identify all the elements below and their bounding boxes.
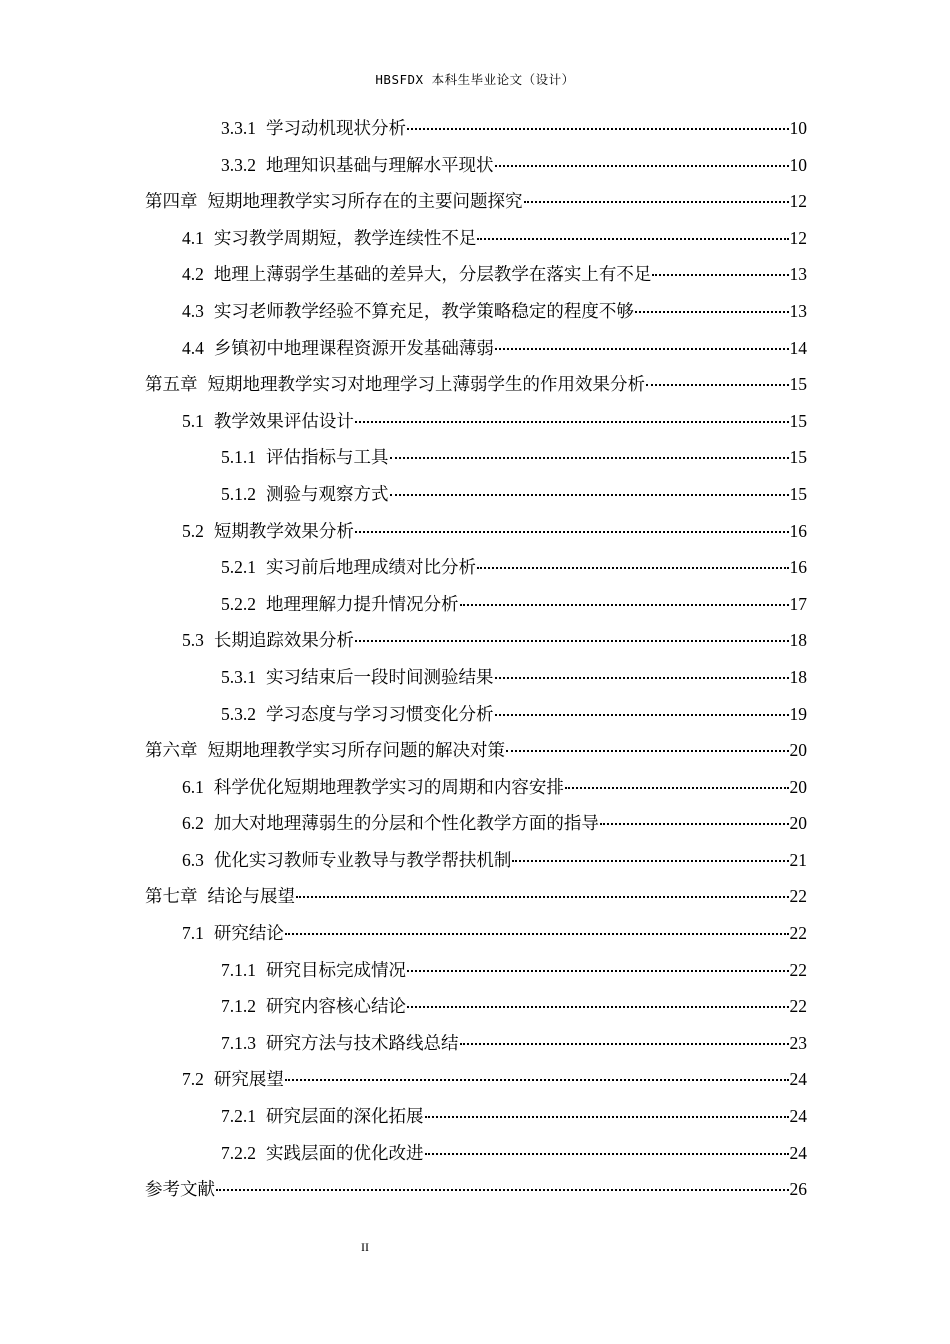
toc-entry-page: 20 (789, 740, 807, 761)
toc-entry-number: 6.3 (182, 849, 204, 870)
toc-entry-page: 23 (789, 1032, 807, 1053)
toc-entry[interactable] (145, 366, 807, 403)
toc-entry-title: 短期地理教学实习所存问题的解决对策 (207, 740, 505, 761)
toc-entry-page: 24 (789, 1106, 807, 1127)
toc-entry[interactable] (145, 1098, 807, 1135)
toc-entry[interactable] (145, 769, 807, 806)
toc-dot-leader (390, 453, 789, 459)
toc-entry-number: 6.1 (182, 776, 204, 797)
toc-dot-leader (355, 636, 789, 642)
toc-entry[interactable] (145, 586, 807, 623)
toc-entry-page: 13 (789, 300, 807, 321)
toc-entry-title: 研究结论 (213, 923, 284, 944)
toc-entry-page: 15 (789, 410, 807, 431)
toc-entry[interactable] (145, 988, 807, 1025)
table-of-contents (145, 110, 807, 1208)
toc-entry-title: 教学效果评估设计 (213, 410, 354, 431)
toc-entry[interactable] (145, 696, 807, 733)
toc-dot-leader (495, 710, 789, 716)
toc-dot-leader (460, 1039, 789, 1045)
toc-entry-title: 研究方法与技术路线总结 (266, 1032, 459, 1053)
toc-entry-number: 3.3.1 (221, 118, 256, 138)
toc-entry-title: 地理知识基础与理解水平现状 (266, 154, 494, 175)
toc-entry[interactable] (145, 732, 807, 769)
toc-entry[interactable] (145, 439, 807, 476)
toc-entry[interactable] (145, 330, 807, 367)
toc-entry-title: 实习结束后一段时间测验结果 (266, 666, 494, 687)
toc-entry-page: 20 (789, 813, 807, 834)
toc-entry[interactable] (145, 110, 807, 147)
toc-entry-page: 14 (789, 337, 807, 358)
toc-entry-number: 5.3 (182, 630, 204, 651)
toc-entry-number: 7.1.3 (221, 1032, 256, 1053)
toc-entry-number: 5.1 (182, 410, 204, 431)
toc-entry-page: 10 (789, 118, 807, 138)
page-header: HBSFDX 本科生毕业论文（设计） (375, 72, 575, 87)
toc-dot-leader (495, 344, 789, 350)
toc-entry-page: 22 (789, 886, 807, 907)
toc-entry[interactable] (145, 220, 807, 257)
toc-dot-leader (635, 307, 789, 313)
toc-dot-leader (407, 1002, 789, 1008)
toc-entry[interactable] (145, 622, 807, 659)
toc-entry[interactable] (145, 915, 807, 952)
toc-dot-leader (600, 819, 789, 825)
toc-entry[interactable] (145, 1025, 807, 1062)
toc-entry-number: 7.2.1 (221, 1106, 256, 1127)
toc-entry-number: 7.1.1 (221, 959, 256, 980)
toc-entry-number: 6.2 (182, 813, 204, 834)
toc-dot-leader (216, 1185, 789, 1191)
page-number: II (361, 1240, 369, 1254)
toc-entry-number: 5.2 (182, 520, 204, 541)
toc-entry-number: 4.4 (182, 337, 204, 358)
toc-entry-title: 乡镇初中地理课程资源开发基础薄弱 (213, 337, 494, 358)
toc-entry[interactable] (145, 256, 807, 293)
toc-dot-leader (646, 380, 789, 386)
toc-entry-page: 15 (789, 374, 807, 395)
toc-entry-page: 24 (789, 1142, 807, 1163)
toc-entry[interactable] (145, 147, 807, 184)
toc-entry[interactable] (145, 659, 807, 696)
toc-dot-leader (652, 270, 788, 276)
toc-entry-page: 24 (789, 1069, 807, 1090)
toc-entry-page: 20 (789, 776, 807, 797)
toc-dot-leader (460, 600, 789, 606)
toc-dot-leader (390, 490, 789, 496)
toc-dot-leader (425, 1112, 789, 1118)
toc-dot-leader (407, 124, 789, 130)
toc-dot-leader (355, 417, 789, 423)
toc-entry-title: 地理理解力提升情况分析 (266, 593, 459, 614)
toc-entry-page: 18 (789, 630, 807, 651)
toc-entry-page: 12 (789, 191, 807, 212)
toc-dot-leader (296, 892, 789, 898)
toc-entry-title: 评估指标与工具 (266, 447, 389, 468)
toc-entry-number: 5.3.2 (221, 703, 256, 724)
toc-entry-page: 15 (789, 447, 807, 468)
toc-dot-leader (407, 966, 789, 972)
toc-entry-title: 研究内容核心结论 (266, 996, 406, 1017)
toc-entry-title: 结论与展望 (207, 886, 295, 907)
toc-dot-leader (495, 161, 789, 167)
toc-entry-number: 5.1.1 (221, 447, 256, 468)
toc-entry-page: 21 (789, 849, 807, 870)
toc-entry-title: 研究目标完成情况 (266, 959, 406, 980)
toc-entry-page: 10 (789, 154, 807, 175)
toc-entry[interactable] (145, 1171, 807, 1208)
toc-dot-leader (506, 746, 789, 752)
toc-entry-page: 18 (789, 666, 807, 687)
toc-dot-leader (477, 563, 789, 569)
toc-entry-number: 4.2 (182, 264, 204, 285)
toc-entry-page: 22 (789, 959, 807, 980)
toc-entry-number: 7.2 (182, 1069, 204, 1090)
toc-entry-number: 5.2.2 (221, 593, 256, 614)
toc-entry-page: 16 (789, 557, 807, 578)
toc-entry-number: 7.2.2 (221, 1142, 256, 1163)
toc-entry-page: 13 (789, 264, 807, 285)
toc-entry-title: 短期教学效果分析 (213, 520, 354, 541)
toc-entry-title: 实践层面的优化改进 (266, 1142, 424, 1163)
toc-entry[interactable] (145, 549, 807, 586)
toc-entry-page: 17 (789, 593, 807, 614)
toc-entry-number: 第四章 (145, 191, 198, 212)
toc-entry[interactable] (145, 293, 807, 330)
toc-entry-title: 优化实习教师专业教导与教学帮扶机制 (213, 849, 512, 870)
toc-dot-leader (524, 197, 789, 203)
toc-entry-page: 15 (789, 483, 807, 504)
toc-entry-title: 实习前后地理成绩对比分析 (266, 557, 476, 578)
toc-entry-page: 19 (789, 703, 807, 724)
toc-entry-page: 16 (789, 520, 807, 541)
toc-entry[interactable] (145, 476, 807, 513)
toc-entry-title: 实习老师教学经验不算充足，教学策略稳定的程度不够 (213, 300, 634, 321)
toc-entry-title: 科学优化短期地理教学实习的周期和内容安排 (213, 776, 564, 797)
toc-entry[interactable] (145, 1061, 807, 1098)
toc-entry-title: 学习态度与学习习惯变化分析 (266, 703, 494, 724)
toc-dot-leader (285, 929, 789, 935)
toc-entry-number: 第七章 (145, 886, 198, 907)
toc-entry-title: 加大对地理薄弱生的分层和个性化教学方面的指导 (213, 813, 599, 834)
header-rule (145, 96, 807, 97)
toc-entry-title: 短期地理教学实习对地理学习上薄弱学生的作用效果分析 (207, 374, 645, 395)
toc-entry[interactable] (145, 952, 807, 989)
toc-dot-leader (495, 673, 789, 679)
toc-entry-page: 22 (789, 996, 807, 1017)
toc-entry[interactable] (145, 878, 807, 915)
toc-entry-number: 3.3.2 (221, 154, 256, 175)
toc-entry-page: 22 (789, 923, 807, 944)
toc-entry-title: 研究展望 (213, 1069, 284, 1090)
toc-entry-page: 12 (789, 227, 807, 248)
toc-entry-number: 4.1 (182, 227, 204, 248)
toc-entry-title: 参考文献 (145, 1179, 215, 1200)
toc-entry-number: 第六章 (145, 740, 198, 761)
toc-entry-title: 长期追踪效果分析 (213, 630, 354, 651)
toc-entry-title: 研究层面的深化拓展 (266, 1106, 424, 1127)
toc-dot-leader (285, 1075, 789, 1081)
toc-entry-number: 5.2.1 (221, 557, 256, 578)
toc-entry[interactable] (145, 403, 807, 440)
toc-entry[interactable] (145, 842, 807, 879)
toc-dot-leader (355, 527, 789, 533)
toc-entry-title: 学习动机现状分析 (266, 118, 406, 138)
toc-entry-number: 5.3.1 (221, 666, 256, 687)
toc-entry[interactable] (145, 513, 807, 550)
toc-entry-title: 短期地理教学实习所存在的主要问题探究 (207, 191, 523, 212)
toc-entry-number: 4.3 (182, 300, 204, 321)
toc-entry-page: 26 (789, 1179, 807, 1200)
toc-dot-leader (425, 1149, 789, 1155)
toc-entry-title: 地理上薄弱学生基础的差异大，分层教学在落实上有不足 (213, 264, 652, 285)
toc-entry-title: 测验与观察方式 (266, 483, 389, 504)
toc-dot-leader (512, 856, 788, 862)
toc-entry[interactable] (145, 805, 807, 842)
toc-entry-title: 实习教学周期短，教学连续性不足 (213, 227, 477, 248)
toc-entry[interactable] (145, 183, 807, 220)
toc-entry[interactable] (145, 1135, 807, 1172)
toc-entry-number: 7.1 (182, 923, 204, 944)
toc-entry-number: 7.1.2 (221, 996, 256, 1017)
toc-dot-leader (477, 234, 788, 240)
toc-entry-number: 第五章 (145, 374, 198, 395)
toc-entry-number: 5.1.2 (221, 483, 256, 504)
toc-dot-leader (565, 783, 789, 789)
